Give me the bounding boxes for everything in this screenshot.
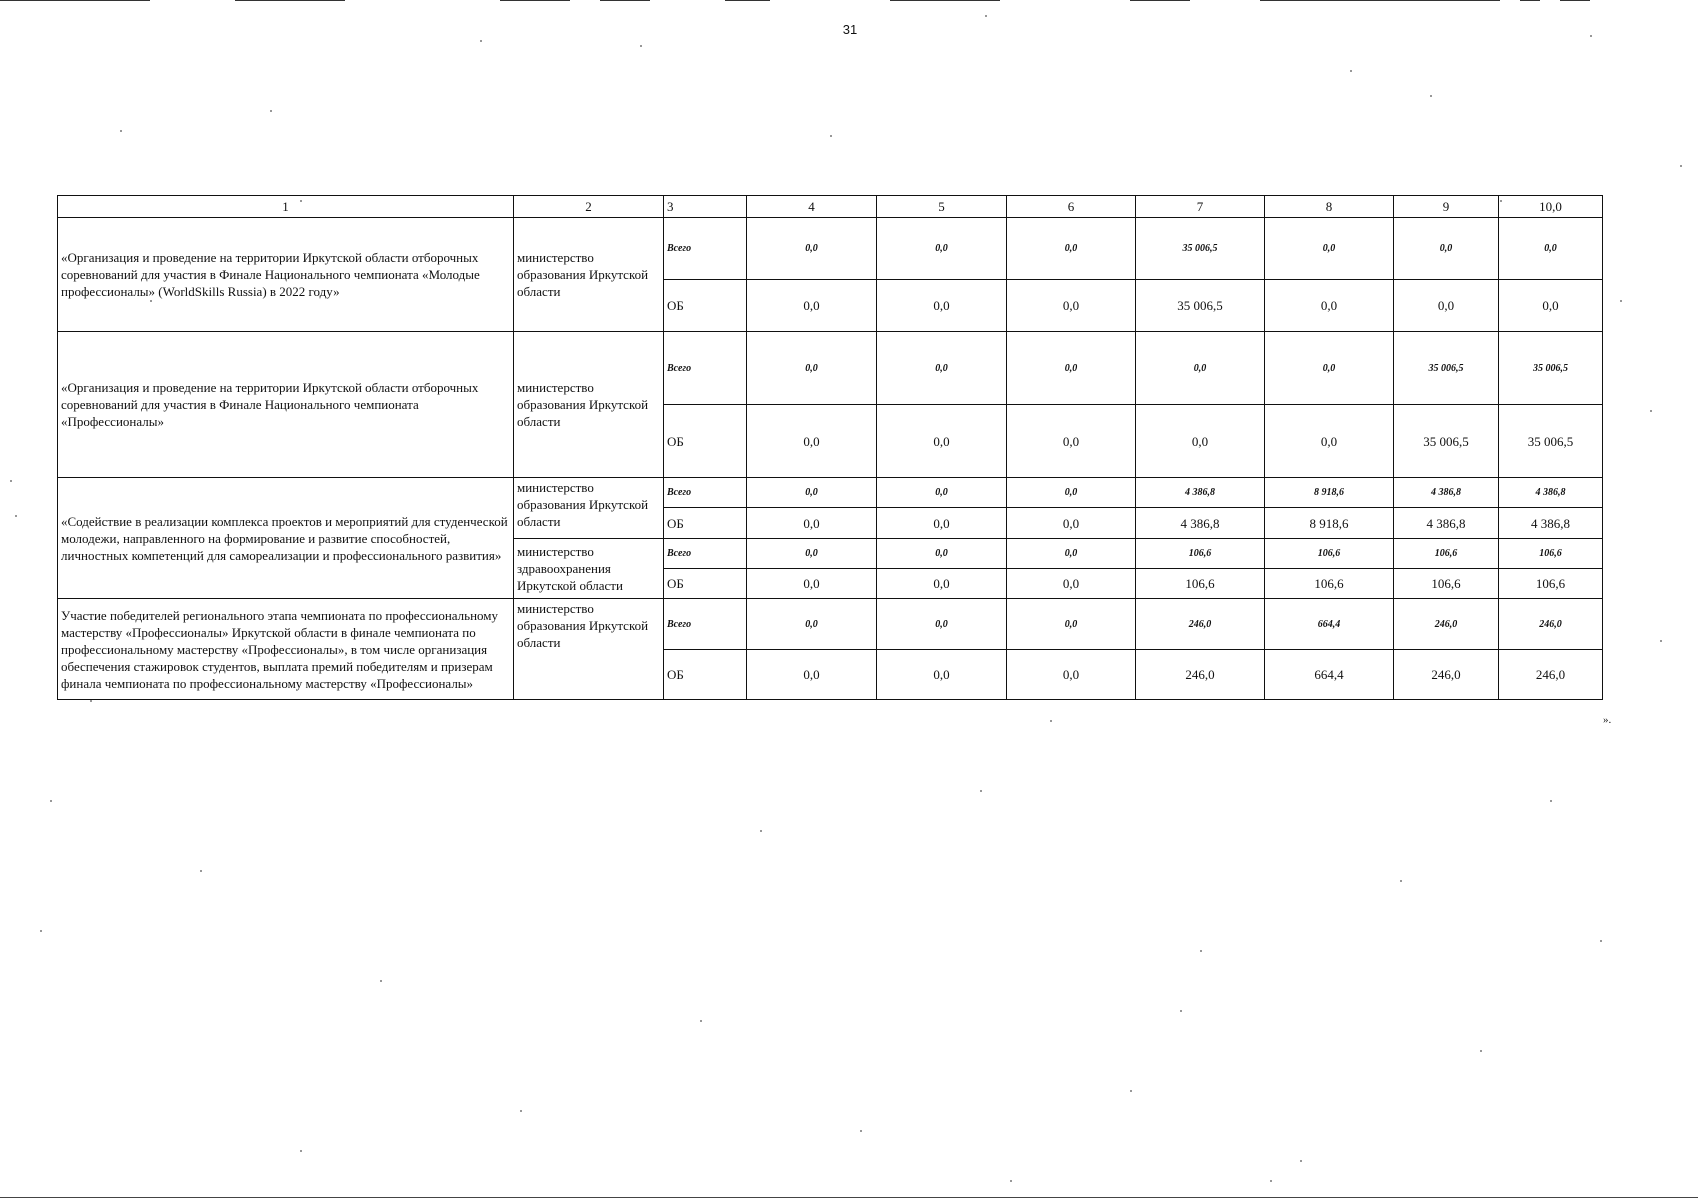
column-header: 8	[1265, 196, 1394, 218]
amount-cell: 664,4	[1265, 650, 1394, 700]
amount-cell: 106,6	[1136, 569, 1265, 599]
scan-speck	[380, 980, 382, 982]
scan-speck	[480, 40, 482, 42]
closing-quote-mark: ».	[1603, 714, 1612, 726]
scan-speck	[1270, 1180, 1272, 1182]
amount-cell: 0,0	[877, 599, 1007, 650]
scan-speck	[1300, 1160, 1302, 1162]
amount-cell: 0,0	[747, 599, 877, 650]
amount-cell: 0,0	[747, 332, 877, 405]
amount-cell: 35 006,5	[1136, 280, 1265, 332]
amount-cell: 4 386,8	[1499, 478, 1603, 508]
amount-cell: 246,0	[1394, 599, 1499, 650]
funding-source: ОБ	[664, 650, 747, 700]
amount-cell: 246,0	[1499, 599, 1603, 650]
amount-cell: 0,0	[877, 569, 1007, 599]
amount-cell: 0,0	[747, 280, 877, 332]
amount-cell: 4 386,8	[1136, 508, 1265, 539]
amount-cell: 246,0	[1136, 599, 1265, 650]
amount-cell: 0,0	[1007, 569, 1136, 599]
table-row	[58, 218, 1603, 280]
amount-cell: 0,0	[1499, 218, 1603, 280]
amount-cell: 35 006,5	[1499, 405, 1603, 478]
scan-speck	[1400, 880, 1402, 882]
scan-speck	[640, 45, 642, 47]
scan-speck	[40, 930, 42, 932]
amount-cell: 0,0	[1007, 280, 1136, 332]
scan-speck	[860, 1130, 862, 1132]
amount-cell: 0,0	[1265, 218, 1394, 280]
amount-cell: 0,0	[1499, 280, 1603, 332]
amount-cell: 246,0	[1499, 650, 1603, 700]
amount-cell: 0,0	[1394, 280, 1499, 332]
scan-speck	[15, 515, 17, 517]
scan-speck	[300, 1150, 302, 1152]
funding-source: ОБ	[664, 280, 747, 332]
column-header: 2	[514, 196, 664, 218]
scan-top-edge-marks	[0, 0, 1698, 3]
executor-name: министерство образования Иркутской области	[514, 599, 664, 700]
amount-cell: 35 006,5	[1394, 405, 1499, 478]
page-number: 31	[842, 22, 858, 37]
scan-speck	[760, 830, 762, 832]
amount-cell: 0,0	[1007, 650, 1136, 700]
amount-cell: 0,0	[877, 650, 1007, 700]
amount-cell: 106,6	[1136, 539, 1265, 569]
amount-cell: 106,6	[1265, 569, 1394, 599]
amount-cell: 35 006,5	[1136, 218, 1265, 280]
amount-cell: 0,0	[747, 405, 877, 478]
scan-speck	[1430, 95, 1432, 97]
funding-source: ОБ	[664, 405, 747, 478]
funding-source: Всего	[664, 332, 747, 405]
scan-speck	[150, 300, 152, 302]
amount-cell: 4 386,8	[1136, 478, 1265, 508]
scan-speck	[1550, 800, 1552, 802]
scan-speck	[520, 1110, 522, 1112]
amount-cell: 8 918,6	[1265, 478, 1394, 508]
column-header: 4	[747, 196, 877, 218]
scan-speck	[50, 800, 52, 802]
amount-cell: 4 386,8	[1499, 508, 1603, 539]
funding-source: Всего	[664, 599, 747, 650]
executor-name: министерство здравоохранения Иркутской области	[514, 539, 664, 599]
amount-cell: 0,0	[877, 405, 1007, 478]
activity-description: «Содействие в реализации комплекса проектов и мероприятий для студенческой молодежи, направленного на формирование и развитие способностей, личностных компетенций для самореализации и профессионального развития»	[58, 478, 514, 599]
table-row	[58, 332, 1603, 405]
scan-speck	[1650, 410, 1652, 412]
amount-cell: 0,0	[747, 478, 877, 508]
scan-speck	[1620, 300, 1622, 302]
funding-source: Всего	[664, 478, 747, 508]
amount-cell: 4 386,8	[1394, 508, 1499, 539]
budget-table	[57, 195, 1603, 700]
amount-cell: 0,0	[747, 539, 877, 569]
amount-cell: 106,6	[1394, 539, 1499, 569]
amount-cell: 35 006,5	[1394, 332, 1499, 405]
scan-speck	[1590, 35, 1592, 37]
scan-speck	[1600, 940, 1602, 942]
amount-cell: 0,0	[747, 569, 877, 599]
amount-cell: 0,0	[1265, 332, 1394, 405]
scan-speck	[300, 200, 302, 202]
scan-speck	[980, 790, 982, 792]
scan-speck	[1050, 720, 1052, 722]
amount-cell: 0,0	[1007, 599, 1136, 650]
executor-name: министерство образования Иркутской области	[514, 478, 664, 539]
funding-source: Всего	[664, 218, 747, 280]
table-row	[58, 599, 1603, 650]
amount-cell: 0,0	[747, 218, 877, 280]
amount-cell: 0,0	[1007, 508, 1136, 539]
column-header: 5	[877, 196, 1007, 218]
amount-cell: 0,0	[877, 280, 1007, 332]
table-body	[58, 196, 1603, 700]
table-row	[58, 478, 1603, 508]
amount-cell: 106,6	[1265, 539, 1394, 569]
column-header: 10,0	[1499, 196, 1603, 218]
amount-cell: 35 006,5	[1499, 332, 1603, 405]
amount-cell: 106,6	[1394, 569, 1499, 599]
executor-name: министерство образования Иркутской области	[514, 218, 664, 332]
scan-speck	[10, 480, 12, 482]
scan-speck	[1180, 1010, 1182, 1012]
scan-speck	[120, 130, 122, 132]
amount-cell: 0,0	[1136, 332, 1265, 405]
amount-cell: 0,0	[1007, 539, 1136, 569]
amount-cell: 246,0	[1394, 650, 1499, 700]
amount-cell: 106,6	[1499, 569, 1603, 599]
scan-speck	[985, 15, 987, 17]
scan-speck	[700, 1020, 702, 1022]
activity-description: Участие победителей регионального этапа чемпионата по профессиональному мастерству «Профессионалы» Иркутской области в финале чемпионата по профессиональному мастерству «Профессионалы», в том числе организация обеспечения стажировок студентов, выплата премий победителям и призерам финала чемпионата по профессиональному мастерству «Профессионалы»	[58, 599, 514, 700]
amount-cell: 0,0	[1394, 218, 1499, 280]
amount-cell: 106,6	[1499, 539, 1603, 569]
scan-speck	[1660, 640, 1662, 642]
column-header: 7	[1136, 196, 1265, 218]
amount-cell: 8 918,6	[1265, 508, 1394, 539]
amount-cell: 0,0	[1265, 405, 1394, 478]
scan-speck	[1200, 950, 1202, 952]
scan-bottom-edge	[0, 1197, 1698, 1198]
amount-cell: 4 386,8	[1394, 478, 1499, 508]
amount-cell: 0,0	[877, 539, 1007, 569]
amount-cell: 0,0	[877, 508, 1007, 539]
funding-source: Всего	[664, 539, 747, 569]
activity-description: «Организация и проведение на территории Иркутской области отборочных соревнований для участия в Финале Национального чемпионата «Профессионалы»	[58, 332, 514, 478]
scan-speck	[1500, 200, 1502, 202]
scan-speck	[90, 700, 92, 702]
scan-speck	[270, 110, 272, 112]
amount-cell: 0,0	[1007, 332, 1136, 405]
amount-cell: 0,0	[877, 218, 1007, 280]
amount-cell: 0,0	[1007, 478, 1136, 508]
column-header: 6	[1007, 196, 1136, 218]
amount-cell: 0,0	[1007, 405, 1136, 478]
header-row	[58, 196, 1603, 218]
scan-speck	[1680, 165, 1682, 167]
funding-source: ОБ	[664, 508, 747, 539]
column-header: 3	[664, 196, 747, 218]
amount-cell: 0,0	[1007, 218, 1136, 280]
column-header: 1	[58, 196, 514, 218]
amount-cell: 0,0	[1265, 280, 1394, 332]
amount-cell: 0,0	[877, 332, 1007, 405]
scan-speck	[830, 135, 832, 137]
column-header: 9	[1394, 196, 1499, 218]
amount-cell: 246,0	[1136, 650, 1265, 700]
amount-cell: 664,4	[1265, 599, 1394, 650]
scan-speck	[200, 870, 202, 872]
activity-description: «Организация и проведение на территории Иркутской области отборочных соревнований для участия в Финале Национального чемпионата «Молодые профессионалы» (WorldSkills Russia) в 2022 году»	[58, 218, 514, 332]
scan-speck	[1130, 1090, 1132, 1092]
executor-name: министерство образования Иркутской области	[514, 332, 664, 478]
funding-source: ОБ	[664, 569, 747, 599]
scan-speck	[1350, 70, 1352, 72]
scan-speck	[1010, 1180, 1012, 1182]
amount-cell: 0,0	[1136, 405, 1265, 478]
scan-speck	[1480, 1050, 1482, 1052]
amount-cell: 0,0	[877, 478, 1007, 508]
amount-cell: 0,0	[747, 508, 877, 539]
amount-cell: 0,0	[747, 650, 877, 700]
